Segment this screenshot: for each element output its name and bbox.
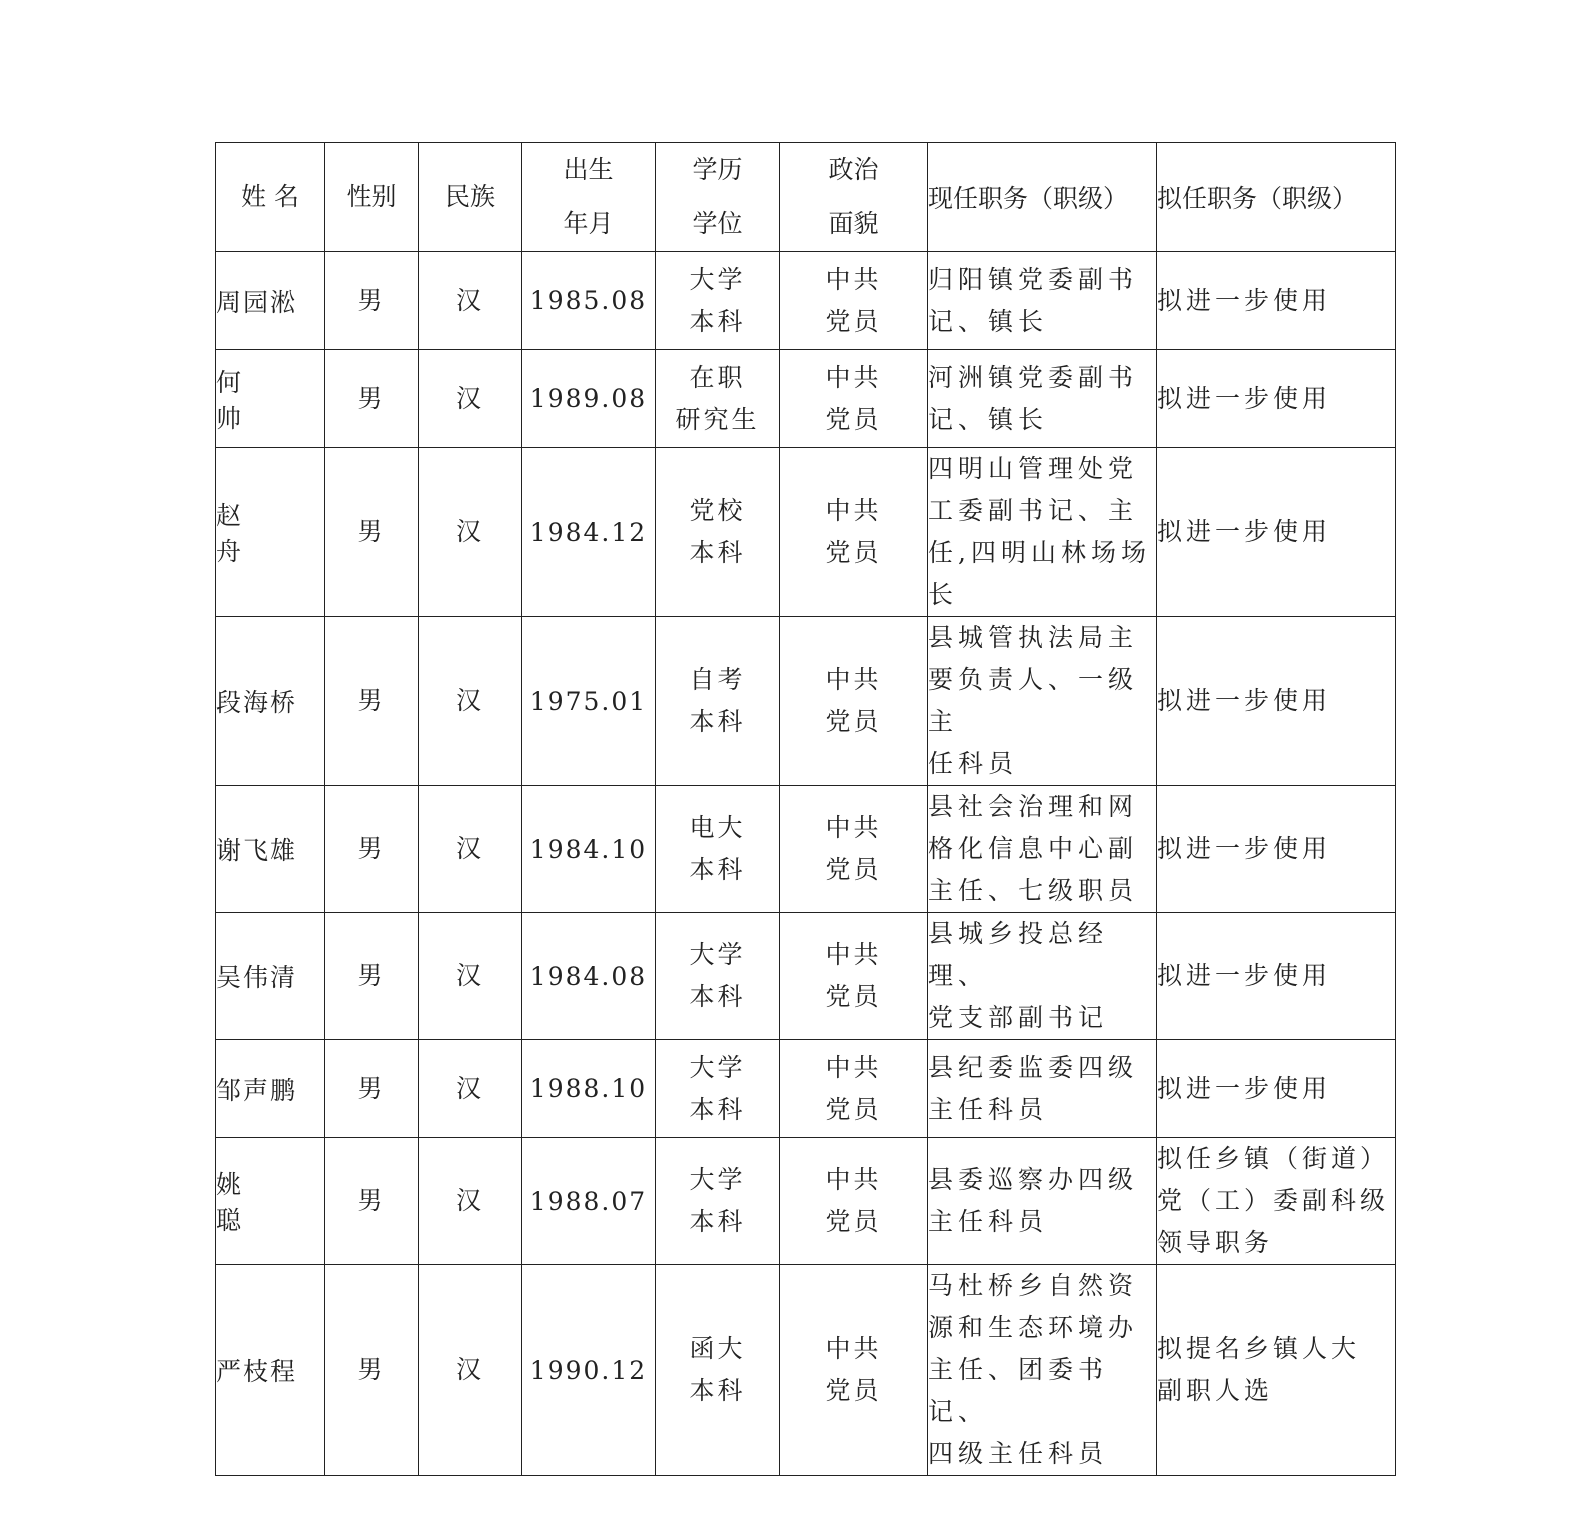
cell-ethnicity: 汉: [419, 448, 522, 617]
cell-political: [780, 617, 928, 786]
cell-ethnicity: 汉: [419, 350, 522, 448]
cell-proposed-post: [1157, 1040, 1396, 1138]
cell-current-post-line: 四级主任科员: [928, 1439, 1109, 1468]
cell-proposed-post-line: 拟进一步使用: [1157, 834, 1332, 863]
cell-proposed-post-line: 拟进一步使用: [1157, 285, 1332, 315]
cell-proposed-post: [1157, 1265, 1396, 1476]
cell-current-post-line: 工委副书记、主: [928, 496, 1139, 525]
cell-political-line: 党员: [825, 707, 882, 736]
cell-current-post-line: 县城乡投总经理、: [928, 919, 1109, 990]
cell-name: 周园淞: [216, 252, 325, 350]
cell-political: [780, 350, 928, 448]
header-proposed-post: 拟任职务（职级）: [1157, 143, 1396, 252]
cell-current-post-line: 河洲镇党委副书: [928, 362, 1139, 392]
cell-ethnicity: 汉: [419, 1138, 522, 1265]
cell-political-line: 中共: [825, 1165, 882, 1194]
cell-political: [780, 1138, 928, 1265]
cell-political-line: 中共: [825, 264, 882, 294]
cell-birth: 1975.01: [522, 617, 656, 786]
cell-political-line: 党员: [825, 1094, 882, 1124]
cell-gender: 男: [325, 448, 419, 617]
cell-current-post-line: 党支部副书记: [928, 1003, 1109, 1032]
header-political-line2: 面貌: [828, 209, 879, 238]
cell-current-post-line: 记、镇长: [928, 404, 1049, 434]
cell-education-line: 大学: [689, 264, 746, 294]
cell-name: 吴伟清: [216, 913, 325, 1040]
header-education-line2: 学位: [692, 209, 743, 238]
cell-current-post-line: 县纪委监委四级: [928, 1052, 1139, 1082]
cell-education: [656, 448, 780, 617]
cell-political-line: 党员: [825, 855, 882, 884]
header-gender: 性别: [325, 143, 419, 252]
cell-current-post: [928, 617, 1157, 786]
cell-current-post-line: 归阳镇党委副书: [928, 264, 1139, 294]
cell-proposed-post: [1157, 1138, 1396, 1265]
cell-proposed-post-line: 领导职务: [1157, 1228, 1274, 1257]
cell-gender: 男: [325, 786, 419, 913]
cell-proposed-post-line: 党（工）委副科级: [1157, 1186, 1390, 1215]
header-education-line1: 学历: [692, 155, 743, 184]
cell-name: 谢飞雄: [216, 786, 325, 913]
cell-political-line: 党员: [825, 538, 882, 567]
cell-proposed-post-line: 拟进一步使用: [1157, 517, 1332, 546]
cell-political-line: 党员: [825, 982, 882, 1011]
cell-name: 段海桥: [216, 617, 325, 786]
cell-ethnicity: 汉: [419, 617, 522, 786]
table-row: [216, 252, 1396, 350]
cell-education: [656, 786, 780, 913]
cell-political: [780, 1040, 928, 1138]
cell-proposed-post-line: 拟进一步使用: [1157, 1073, 1332, 1103]
cell-proposed-post-line: 拟提名乡镇人大: [1157, 1334, 1361, 1363]
table-row: [216, 1040, 1396, 1138]
table-row: [216, 786, 1396, 913]
cell-gender: 男: [325, 350, 419, 448]
cell-current-post: [928, 1040, 1157, 1138]
cell-current-post-line: 县社会治理和网: [928, 792, 1139, 821]
cell-education-line: 本科: [689, 982, 746, 1011]
header-political-line1: 政治: [828, 155, 879, 184]
cell-political-line: 中共: [825, 1052, 882, 1082]
cell-birth: 1990.12: [522, 1265, 656, 1476]
cell-current-post-line: 记、镇长: [928, 306, 1049, 336]
cell-current-post-line: 四明山管理处党: [928, 454, 1139, 483]
cell-birth: 1985.08: [522, 252, 656, 350]
cell-birth: 1984.10: [522, 786, 656, 913]
cell-gender: 男: [325, 913, 419, 1040]
cell-education-line: 函大: [689, 1334, 746, 1363]
cell-education-line: 本科: [689, 1376, 746, 1405]
cell-political-line: 中共: [825, 496, 882, 525]
cell-gender: 男: [325, 1138, 419, 1265]
cell-proposed-post-line: 拟任乡镇（街道）: [1157, 1144, 1390, 1173]
table-row: [216, 913, 1396, 1040]
header-name: 姓 名: [216, 143, 325, 252]
cell-education-line: 本科: [689, 306, 746, 336]
cell-current-post: [928, 786, 1157, 913]
table-row: [216, 617, 1396, 786]
cell-current-post-line: 格化信息中心副: [928, 834, 1139, 863]
header-education: [656, 143, 780, 252]
cell-proposed-post: [1157, 448, 1396, 617]
cell-education-line: 本科: [689, 1207, 746, 1236]
cell-current-post-line: 主任科员: [928, 1207, 1049, 1236]
cell-ethnicity: 汉: [419, 1040, 522, 1138]
header-ethnicity: 民族: [419, 143, 522, 252]
cell-current-post: [928, 1265, 1157, 1476]
cell-education: [656, 350, 780, 448]
cell-current-post-line: 主任、七级职员: [928, 876, 1139, 905]
table-body: [216, 252, 1396, 1476]
cell-proposed-post: [1157, 786, 1396, 913]
cell-current-post-line: 源和生态环境办: [928, 1313, 1139, 1342]
cell-current-post-line: 要负责人、一级主: [928, 665, 1139, 736]
cell-education-line: 在职: [689, 362, 746, 392]
cell-birth: 1989.08: [522, 350, 656, 448]
header-current-post: 现任职务（职级）: [928, 143, 1157, 252]
cell-current-post: [928, 913, 1157, 1040]
cell-current-post: [928, 1138, 1157, 1265]
cell-current-post-line: 长: [928, 580, 959, 609]
table-row: [216, 1265, 1396, 1476]
header-birth-line2: 年月: [563, 209, 614, 238]
cell-proposed-post-line: 副职人选: [1157, 1376, 1274, 1405]
cell-birth: 1984.08: [522, 913, 656, 1040]
cell-name: 严枝程: [216, 1265, 325, 1476]
cell-current-post: [928, 350, 1157, 448]
cell-current-post: [928, 252, 1157, 350]
cell-political: [780, 913, 928, 1040]
cell-proposed-post-line: 拟进一步使用: [1157, 961, 1332, 990]
cell-ethnicity: 汉: [419, 1265, 522, 1476]
cell-political: [780, 1265, 928, 1476]
cell-proposed-post-line: 拟进一步使用: [1157, 686, 1332, 715]
table-row: [216, 1138, 1396, 1265]
cell-education-line: 党校: [689, 496, 746, 525]
cell-political-line: 中共: [825, 362, 882, 392]
cell-education: [656, 617, 780, 786]
cell-name: 何 帅: [216, 350, 325, 448]
cell-birth: 1988.10: [522, 1040, 656, 1138]
cell-political-line: 中共: [825, 665, 882, 694]
cell-proposed-post-line: 拟进一步使用: [1157, 383, 1332, 413]
cell-gender: 男: [325, 1040, 419, 1138]
cell-education-line: 研究生: [675, 404, 760, 434]
cell-political: [780, 252, 928, 350]
cell-birth: 1988.07: [522, 1138, 656, 1265]
cell-proposed-post: [1157, 617, 1396, 786]
cell-ethnicity: 汉: [419, 786, 522, 913]
cell-current-post-line: 县委巡察办四级: [928, 1165, 1139, 1194]
cell-political-line: 党员: [825, 306, 882, 336]
cell-current-post-line: 任科员: [928, 749, 1019, 778]
cell-current-post-line: 任,四明山林场场: [928, 538, 1151, 567]
cell-current-post-line: 县城管执法局主: [928, 623, 1139, 652]
cell-gender: 男: [325, 1265, 419, 1476]
cell-political-line: 中共: [825, 813, 882, 842]
cell-education: [656, 252, 780, 350]
cell-current-post-line: 主任科员: [928, 1094, 1049, 1124]
cell-political-line: 党员: [825, 404, 882, 434]
cell-name: 姚 聪: [216, 1138, 325, 1265]
cell-education: [656, 1138, 780, 1265]
cell-name: 邹声鹏: [216, 1040, 325, 1138]
table-row: [216, 448, 1396, 617]
cell-education-line: 自考: [689, 665, 746, 694]
cell-proposed-post: [1157, 252, 1396, 350]
cell-education: [656, 1265, 780, 1476]
cell-education-line: 大学: [689, 1052, 746, 1082]
cell-political-line: 党员: [825, 1207, 882, 1236]
cell-education-line: 本科: [689, 855, 746, 884]
cell-current-post-line: 马杜桥乡自然资: [928, 1271, 1139, 1300]
cell-gender: 男: [325, 252, 419, 350]
appointment-table: [215, 142, 1396, 1476]
cell-current-post-line: 主任、团委书记、: [928, 1355, 1109, 1426]
header-birth-line1: 出生: [563, 155, 614, 184]
table-row: [216, 350, 1396, 448]
cell-education-line: 本科: [689, 538, 746, 567]
cell-education: [656, 913, 780, 1040]
cell-education-line: 大学: [689, 940, 746, 969]
cell-birth: 1984.12: [522, 448, 656, 617]
cell-proposed-post: [1157, 913, 1396, 1040]
cell-education: [656, 1040, 780, 1138]
cell-political: [780, 786, 928, 913]
header-political: [780, 143, 928, 252]
cell-ethnicity: 汉: [419, 913, 522, 1040]
cell-name: 赵 舟: [216, 448, 325, 617]
header-birth: [522, 143, 656, 252]
cell-current-post: [928, 448, 1157, 617]
cell-education-line: 大学: [689, 1165, 746, 1194]
header-row: [216, 143, 1396, 252]
cell-political: [780, 448, 928, 617]
cell-education-line: 本科: [689, 707, 746, 736]
cell-proposed-post: [1157, 350, 1396, 448]
cell-ethnicity: 汉: [419, 252, 522, 350]
cell-political-line: 中共: [825, 1334, 882, 1363]
cell-political-line: 中共: [825, 940, 882, 969]
cell-education-line: 电大: [689, 813, 746, 842]
cell-gender: 男: [325, 617, 419, 786]
cell-political-line: 党员: [825, 1376, 882, 1405]
cell-education-line: 本科: [689, 1094, 746, 1124]
